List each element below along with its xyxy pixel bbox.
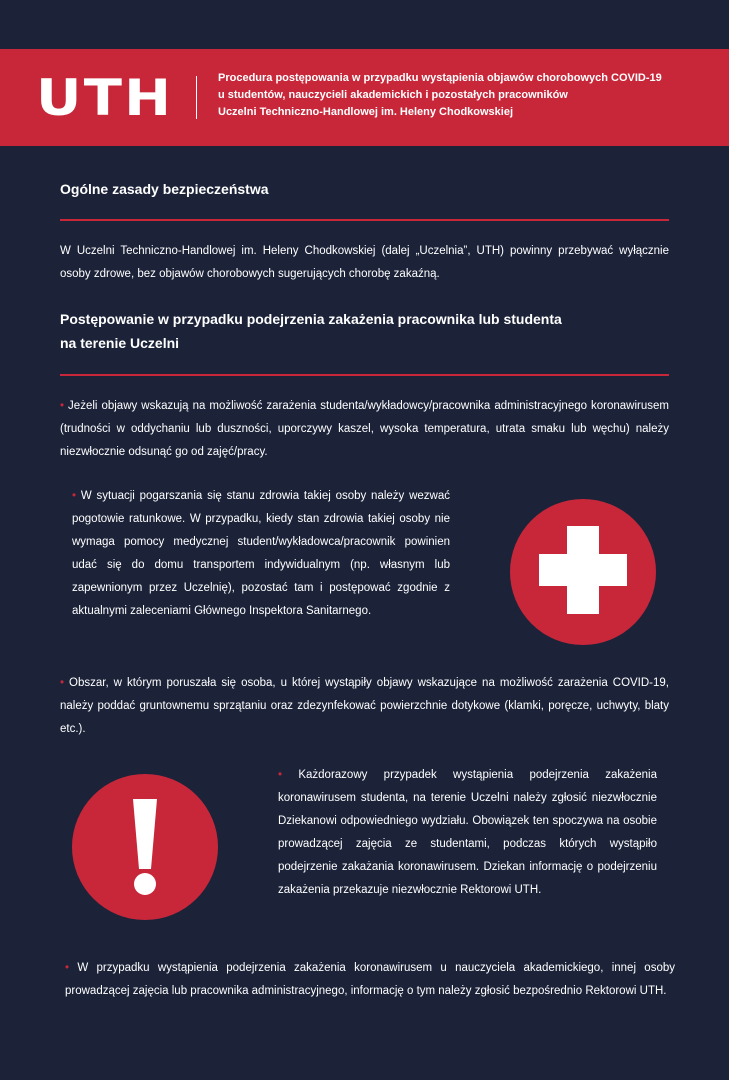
list-item-4-text: Każdorazowy przypadek wystąpienia podejrzenia zakażenia koronawirusem studenta, na terenie Uczelni należy zgłosić niezwłocznie Dziekanowi odpowiedniego wydziału. Obowiązek ten spoczywa na osobie prowadzącej zajęcia ze studentami, podczas których wystąpiło podejrzenie zakażania koronawirusem. Dziekan informację o podejrzeniu zakażenia przekazuje niezwłocznie Rektorowi UTH. bbox=[278, 769, 657, 896]
list-item-2 bbox=[72, 485, 450, 623]
header-divider bbox=[196, 76, 197, 119]
bullet-marker: • bbox=[60, 400, 65, 412]
header-title bbox=[218, 70, 718, 121]
exclamation-glyph bbox=[72, 774, 218, 920]
header-title-line-2: u studentów, nauczycieli akademickich i pozostałych pracowników bbox=[218, 89, 568, 101]
medical-cross-icon bbox=[510, 499, 656, 645]
header-title-line-3: Uczelni Techniczno-Handlowej im. Heleny Chodkowskiej bbox=[218, 106, 514, 118]
list-item-5 bbox=[65, 957, 675, 1003]
bullet-marker: • bbox=[60, 677, 65, 689]
uth-logo: UTH bbox=[36, 69, 174, 127]
section-heading-general-rules: Ogólne zasady bezpieczeństwa bbox=[60, 181, 269, 197]
header-banner bbox=[0, 49, 729, 146]
cross-vertical-bar bbox=[567, 526, 599, 614]
exclamation-icon bbox=[72, 774, 218, 920]
section-heading-procedure bbox=[60, 307, 562, 355]
list-item-5-text: W przypadku wystąpienia podejrzenia zakażenia koronawirusem u nauczyciela akademickiego, innej osoby prowadzącej zajęcia lub pracownika administracyjnego, informację o tym należy zgłosić bezpośrednio Rektorowi UTH. bbox=[65, 962, 675, 997]
list-item-2-text: W sytuacji pogarszania się stanu zdrowia takiej osoby należy wezwać pogotowie ratunkowe. W przypadku, kiedy stan zdrowia takiej osoby nie wymaga pomocy medycznej student/wykładowca/pracownik powinien udać się do domu transportem indywidualnym (np. własnym lub zapewnionym przez Uczelnię), pozostać tam i postępować zgodnie z aktualnymi zaleceniami Głównego Inspektora Sanitarnego. bbox=[72, 490, 450, 617]
section-divider-1 bbox=[60, 219, 669, 221]
list-item-4 bbox=[278, 764, 657, 902]
intro-paragraph: W Uczelni Techniczno-Handlowej im. Heleny Chodkowskiej (dalej „Uczelnia”, UTH) powinny przebywać wyłącznie osoby zdrowe, bez objawów chorobowych sugerujących chorobę zakaźną. bbox=[60, 245, 669, 280]
bullet-marker: • bbox=[278, 769, 283, 781]
section-heading-procedure-line-2: na terenie Uczelni bbox=[60, 335, 180, 351]
list-item-3-text: Obszar, w którym poruszała się osoba, u której wystąpiły objawy wskazujące na możliwość zarażenia COVID-19, należy poddać gruntownemu sprzątaniu oraz zdezynfekować powierzchnie dotykowe (klamki, poręcze, uchwyty, blaty etc.). bbox=[60, 677, 669, 735]
list-item-1-text: Jeżeli objawy wskazują na możliwość zarażenia studenta/wykładowcy/pracownika administracyjnego koronawirusem (trudności w oddychaniu lub duszności, uporczywy kaszel, wysoka temperatura, utrata smaku lub węchu) należy niezwłocznie odsunąć go od zajęć/pracy. bbox=[60, 400, 669, 458]
section-divider-2 bbox=[60, 374, 669, 376]
section-heading-procedure-line-1: Postępowanie w przypadku podejrzenia zakażenia pracownika lub studenta bbox=[60, 311, 562, 327]
list-item-1 bbox=[60, 395, 669, 464]
bullet-marker: • bbox=[72, 490, 77, 502]
header-title-line-1: Procedura postępowania w przypadku wystąpienia objawów chorobowych COVID-19 bbox=[218, 72, 662, 84]
list-item-3 bbox=[60, 672, 669, 741]
bullet-marker: • bbox=[65, 962, 70, 974]
